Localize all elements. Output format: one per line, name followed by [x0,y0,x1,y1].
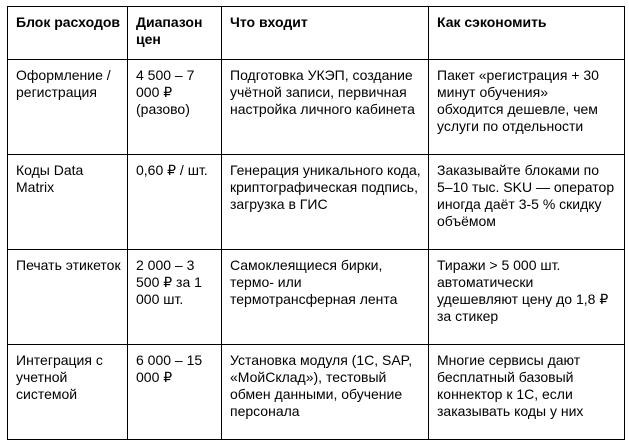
header-save: Как сэкономить [429,7,625,60]
cell-includes: Установка модуля (1С, SAP, «МойСклад»), тестовый обмен данными, обучение персонала [222,345,429,440]
cell-block: Печать этикеток [8,250,128,345]
cell-price: 6 000 – 15 000 ₽ [128,345,222,440]
cell-block: Оформление / регистрация [8,60,128,155]
cell-includes: Подготовка УКЭП, создание учётной записи, первичная настройка личного кабинета [222,60,429,155]
cell-includes: Генерация уникального кода, криптографическая подпись, загрузка в ГИС [222,155,429,250]
table-row [8,345,625,440]
cell-block: Интеграция с учетной системой [8,345,128,440]
table-row [8,250,625,345]
cost-table [7,6,625,440]
cell-block: Коды Data Matrix [8,155,128,250]
cell-save: Тиражи > 5 000 шт. автоматически удешевляют цену до 1,8 ₽ за стикер [429,250,625,345]
cell-includes: Самоклеящиеся бирки, термо- или термотрансферная лента [222,250,429,345]
header-row [8,7,625,60]
table-row [8,60,625,155]
header-includes: Что входит [222,7,429,60]
cell-price: 2 000 – 3 500 ₽ за 1 000 шт. [128,250,222,345]
header-block: Блок расходов [8,7,128,60]
table-row [8,155,625,250]
cell-save: Заказывайте блоками по 5–10 тыс. SKU — оператор иногда даёт 3-5 % скидку объёмом [429,155,625,250]
header-price: Диапазон цен [128,7,222,60]
cell-save: Многие сервисы дают бесплатный базовый коннектор к 1С, если заказывать коды у них [429,345,625,440]
cell-save: Пакет «регистрация + 30 минут обучения» обходится дешевле, чем услуги по отдельности [429,60,625,155]
cell-price: 0,60 ₽ / шт. [128,155,222,250]
cell-price: 4 500 – 7 000 ₽ (разово) [128,60,222,155]
